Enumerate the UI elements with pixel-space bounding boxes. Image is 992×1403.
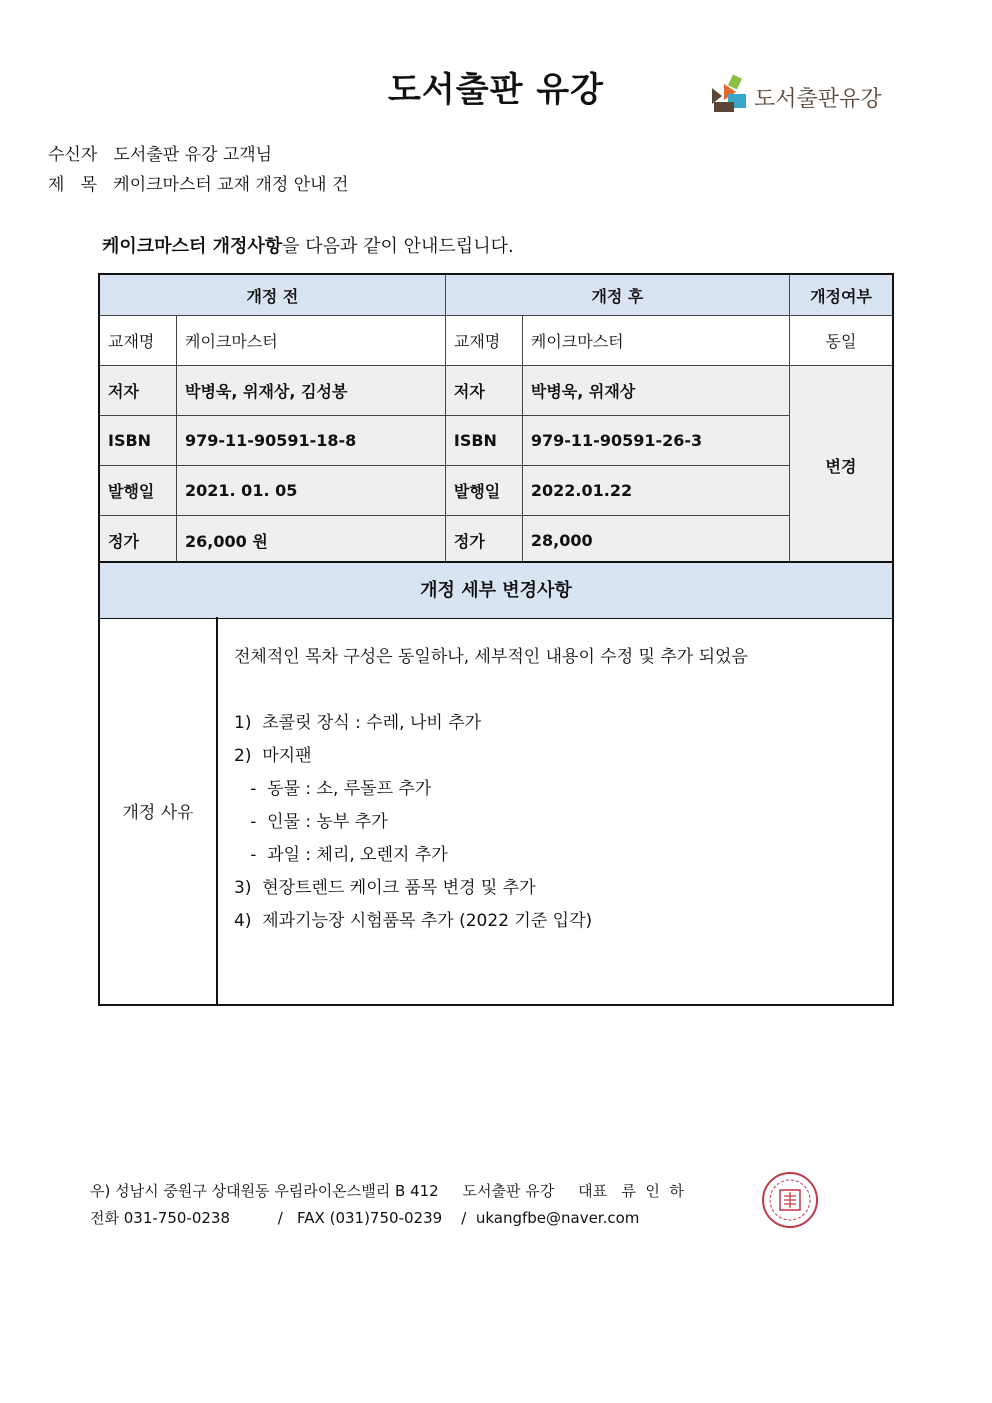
recipient-label: 수신자	[48, 145, 98, 165]
recipient-line	[48, 140, 272, 165]
recipient-value: 도서출판 유강 고객님	[113, 145, 273, 165]
cell-label: 발행일	[445, 466, 522, 516]
publisher-logo	[710, 74, 880, 118]
footer-contact: 전화 031-750-0238 / FAX (031)750-0239 / ukangfbe@naver.com	[90, 1209, 640, 1227]
header-after: 개정 후	[445, 274, 789, 316]
cell-value: 케이크마스터	[522, 316, 789, 366]
header-status: 개정여부	[790, 274, 894, 316]
cell-label: ISBN	[445, 416, 522, 466]
table-row	[99, 416, 893, 466]
cell-label: 정가	[99, 516, 177, 567]
cell-value: 박병욱, 위재상, 김성봉	[177, 366, 446, 416]
cell-value: 2022.01.22	[522, 466, 789, 516]
cell-value: 2021. 01. 05	[177, 466, 446, 516]
logo-mark-icon	[710, 74, 750, 114]
table-row	[99, 466, 893, 516]
logo-text: 도서출판유강	[754, 87, 882, 112]
reason-lines	[234, 641, 748, 938]
reason-line: 4) 제과기능장 시험품목 추가 (2022 기준 입각)	[234, 911, 593, 931]
reason-line: 1) 초콜릿 장식 : 수레, 나비 추가	[234, 713, 482, 733]
table-row	[99, 516, 893, 567]
intro-sentence	[102, 232, 514, 258]
detail-heading: 개정 세부 변경사항	[98, 561, 894, 619]
reason-line: 전체적인 목차 구성은 동일하나, 세부적인 내용이 수정 및 추가 되었음	[234, 647, 748, 667]
reason-line: 3) 현장트렌드 케이크 품목 변경 및 추가	[234, 878, 536, 898]
cell-label: 저자	[445, 366, 522, 416]
table-row	[99, 316, 893, 366]
status-same: 동일	[790, 316, 894, 366]
reason-line: - 인물 : 농부 추가	[234, 812, 388, 832]
subject-label: 제 목	[48, 175, 98, 195]
cell-value: 979-11-90591-18-8	[177, 416, 446, 466]
cell-label: 교재명	[99, 316, 177, 366]
reason-line	[234, 674, 748, 707]
header-before: 개정 전	[99, 274, 445, 316]
cell-value: 박병욱, 위재상	[522, 366, 789, 416]
seal-stamp-icon	[760, 1170, 820, 1230]
cell-label: 정가	[445, 516, 522, 567]
intro-rest: 을 다음과 같이 안내드립니다.	[282, 236, 514, 257]
reason-line: 2) 마지팬	[234, 746, 312, 766]
intro-bold: 케이크마스터 개정사항	[102, 236, 283, 257]
cell-label: 교재명	[445, 316, 522, 366]
revision-table	[98, 273, 894, 567]
cell-label: 저자	[99, 366, 177, 416]
cell-value: 케이크마스터	[177, 316, 446, 366]
reason-line: - 동물 : 소, 루돌프 추가	[234, 779, 432, 799]
reason-label: 개정 사유	[100, 617, 218, 1004]
cell-value: 28,000	[522, 516, 789, 567]
detail-body	[98, 617, 894, 1006]
table-row	[99, 366, 893, 416]
status-changed: 변경	[790, 366, 894, 567]
cell-value: 979-11-90591-26-3	[522, 416, 789, 466]
footer-address: 우) 성남시 중원구 상대원동 우림라이온스밸리 B 412 도서출판 유강 대표 류 인 하	[90, 1182, 684, 1200]
document-title: 도서출판 유강	[388, 70, 604, 110]
cell-label: 발행일	[99, 466, 177, 516]
subject-line	[48, 170, 348, 195]
cell-value: 26,000 원	[177, 516, 446, 567]
cell-label: ISBN	[99, 416, 177, 466]
reason-line: - 과일 : 체리, 오렌지 추가	[234, 845, 448, 865]
table-header-row	[99, 274, 893, 316]
subject-value: 케이크마스터 교재 개정 안내 건	[113, 175, 349, 195]
